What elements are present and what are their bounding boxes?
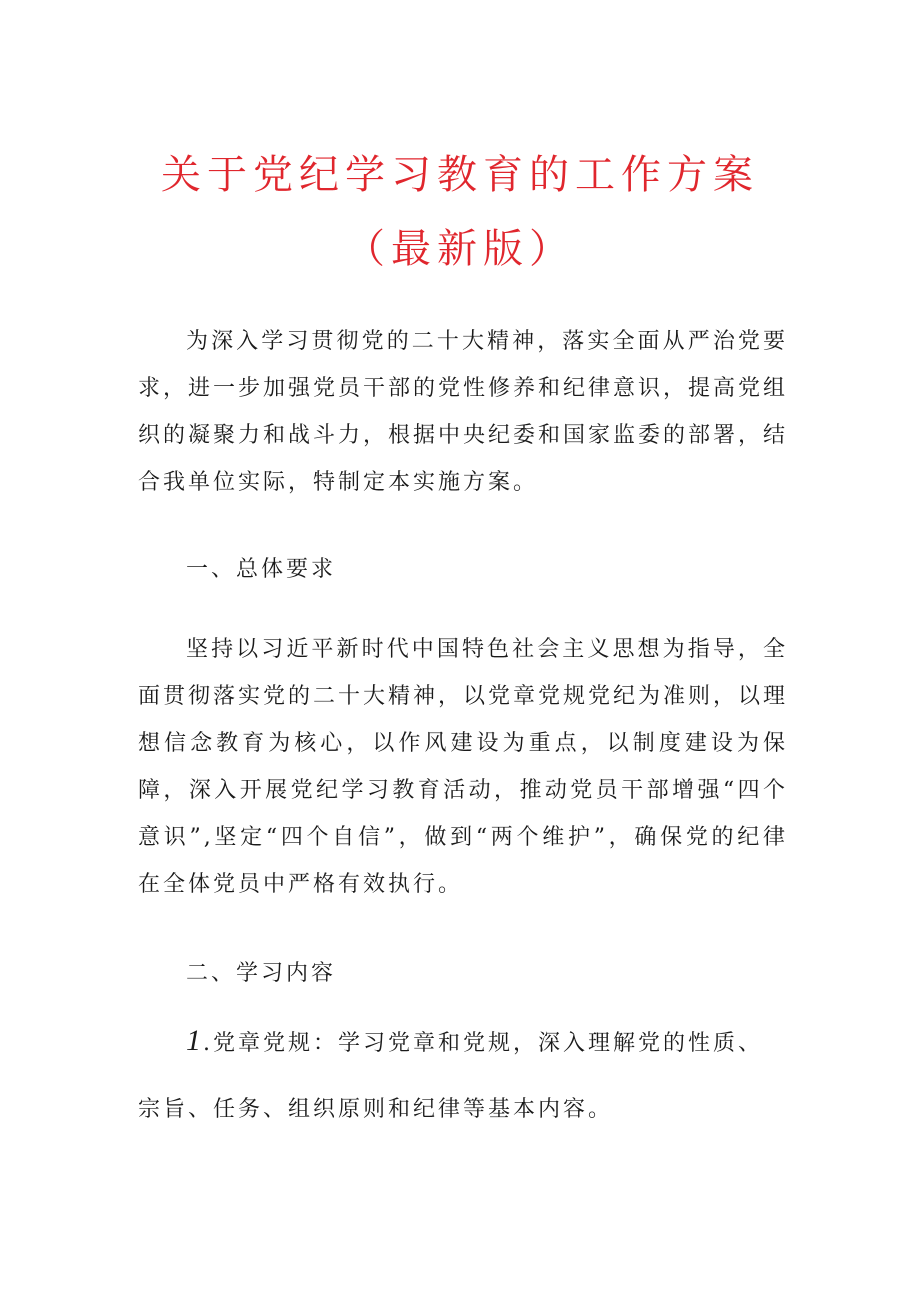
section-1-paragraph: 坚持以习近平新时代中国特色社会主义思想为指导，全面贯彻落实党的二十大精神，以党章党规党纪为准则，以理想信念教育为核心，以作风建设为重点，以制度建设为保障，深入开展党纪学习教育活动，推动党员干部增强“四个意识”,坚定“四个自信”，做到“两个维护”，确保党的纪律在全体党员中严格有效执行。 bbox=[138, 637, 789, 897]
list-item-1-continuation: 宗旨、任务、组织原则和纪律等基本内容。 bbox=[138, 1097, 614, 1122]
list-item-1 bbox=[186, 1016, 763, 1069]
section-2-heading: 二、学习内容 bbox=[186, 961, 337, 986]
section-1-heading: 一、总体要求 bbox=[186, 557, 337, 582]
list-item-text-line-1: .党章党规：学习党章和党规，深入理解党的性质、 bbox=[203, 1031, 763, 1056]
intro-paragraph: 为深入学习贯彻党的二十大精神，落实全面从严治党要求，进一步加强党员干部的党性修养和纪律意识，提高党组织的凝聚力和战斗力，根据中央纪委和国家监委的部署，结合我单位实际，特制定本实施方案。 bbox=[138, 329, 789, 495]
list-item-number: 1 bbox=[186, 1024, 203, 1057]
document-title: 关于党纪学习教育的工作方案（最新版） bbox=[161, 152, 759, 272]
